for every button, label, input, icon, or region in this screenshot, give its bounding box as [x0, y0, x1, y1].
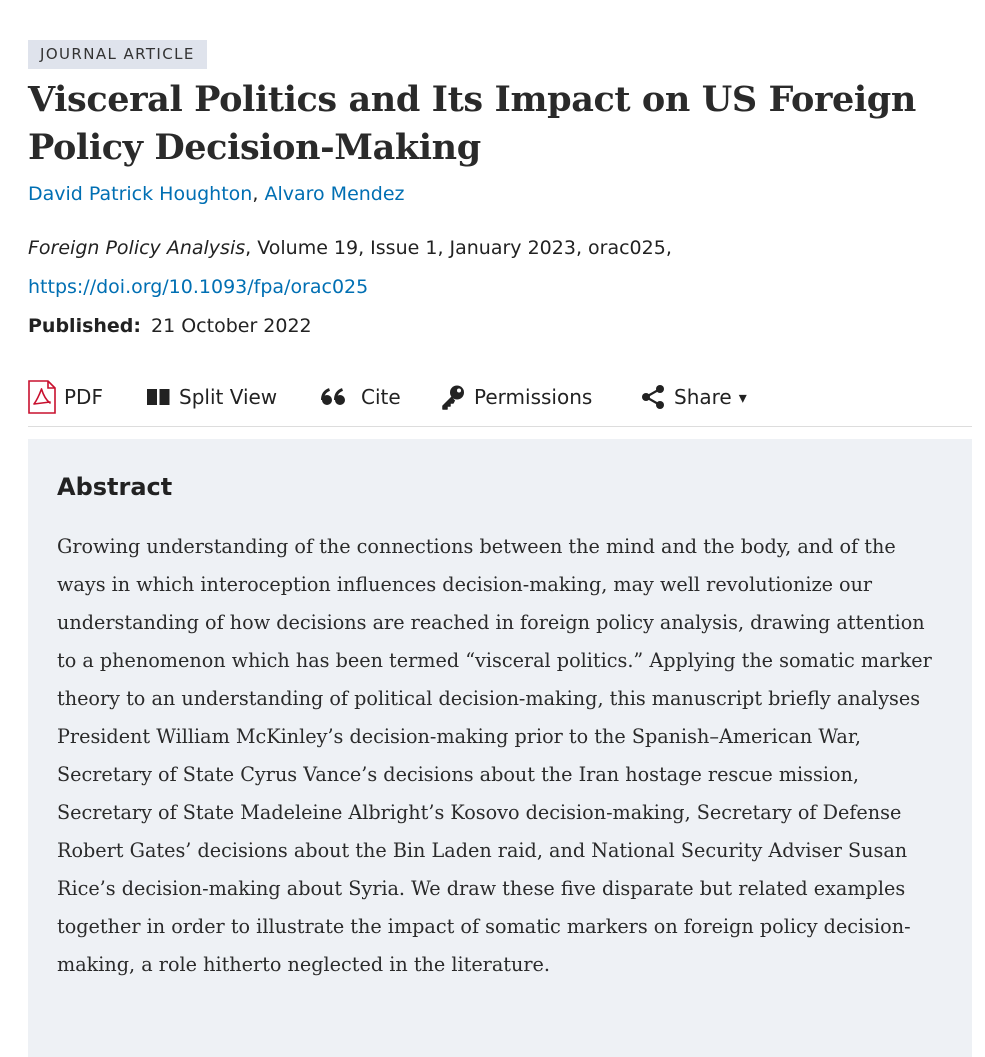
article-type-badge: JOURNAL ARTICLE: [28, 40, 207, 69]
pdf-label: PDF: [64, 385, 103, 409]
abstract-body: Growing understanding of the connections between the mind and the body, and of the ways in which interoception influences decision-making, may well revolutionize our understanding of how decisions are reached in foreign policy analysis, drawing attention to a phenomenon which has been termed “visceral politics.” Applying the somatic marker theory to an understanding of political decision-making, this manuscript briefly analyses President William McKinley’s decision-making prior to the Spanish–American War, Secretary of State Cyrus Vance’s decisions about the Iran hostage rescue mission, Secretary of State Madeleine Albright’s Kosovo decision-making, Secretary of Defense Robert Gates’ decisions about the Bin Laden raid, and National Security Adviser Susan Rice’s decision-making about Syria. We draw these five disparate but related examples together in order to illustrate the impact of somatic markers on foreign policy decision-making, a role hitherto neglected in the literature.: [57, 535, 932, 976]
key-icon: [440, 384, 466, 410]
abstract-heading: Abstract: [57, 473, 173, 501]
split-view-icon: [146, 387, 171, 407]
cite-label: Cite: [361, 385, 401, 409]
abstract-section: [28, 439, 972, 1057]
author-link-mendez[interactable]: Alvaro Mendez: [264, 183, 405, 205]
author-separator: ,: [252, 183, 265, 205]
permissions-button[interactable]: [440, 376, 592, 418]
published-label: Published:: [28, 315, 141, 337]
published-line: [28, 312, 312, 340]
share-label: Share: [674, 385, 732, 409]
article-toolbar: [28, 376, 972, 418]
split-view-button[interactable]: [146, 376, 277, 418]
published-date: 21 October 2022: [151, 315, 312, 337]
toolbar-divider: [28, 426, 972, 427]
share-button[interactable]: [640, 376, 747, 418]
split-view-label: Split View: [179, 385, 278, 409]
doi-line: [28, 273, 368, 301]
pdf-button[interactable]: [28, 376, 103, 418]
share-icon: [640, 384, 666, 410]
pdf-icon: [28, 380, 56, 414]
author-list: [28, 180, 405, 208]
permissions-label: Permissions: [474, 385, 593, 409]
cite-button[interactable]: [321, 376, 401, 418]
citation-details: , Volume 19, Issue 1, January 2023, orac025,: [245, 237, 672, 259]
quote-icon: [321, 387, 347, 407]
chevron-down-icon: ▾: [738, 387, 747, 407]
doi-link[interactable]: https://doi.org/10.1093/fpa/orac025: [28, 276, 369, 298]
author-link-houghton[interactable]: David Patrick Houghton: [28, 183, 253, 205]
article-title: Visceral Politics and Its Impact on US Foreign Policy Decision-Making: [28, 79, 916, 168]
citation-line: [28, 234, 672, 262]
journal-name: Foreign Policy Analysis: [28, 237, 246, 259]
